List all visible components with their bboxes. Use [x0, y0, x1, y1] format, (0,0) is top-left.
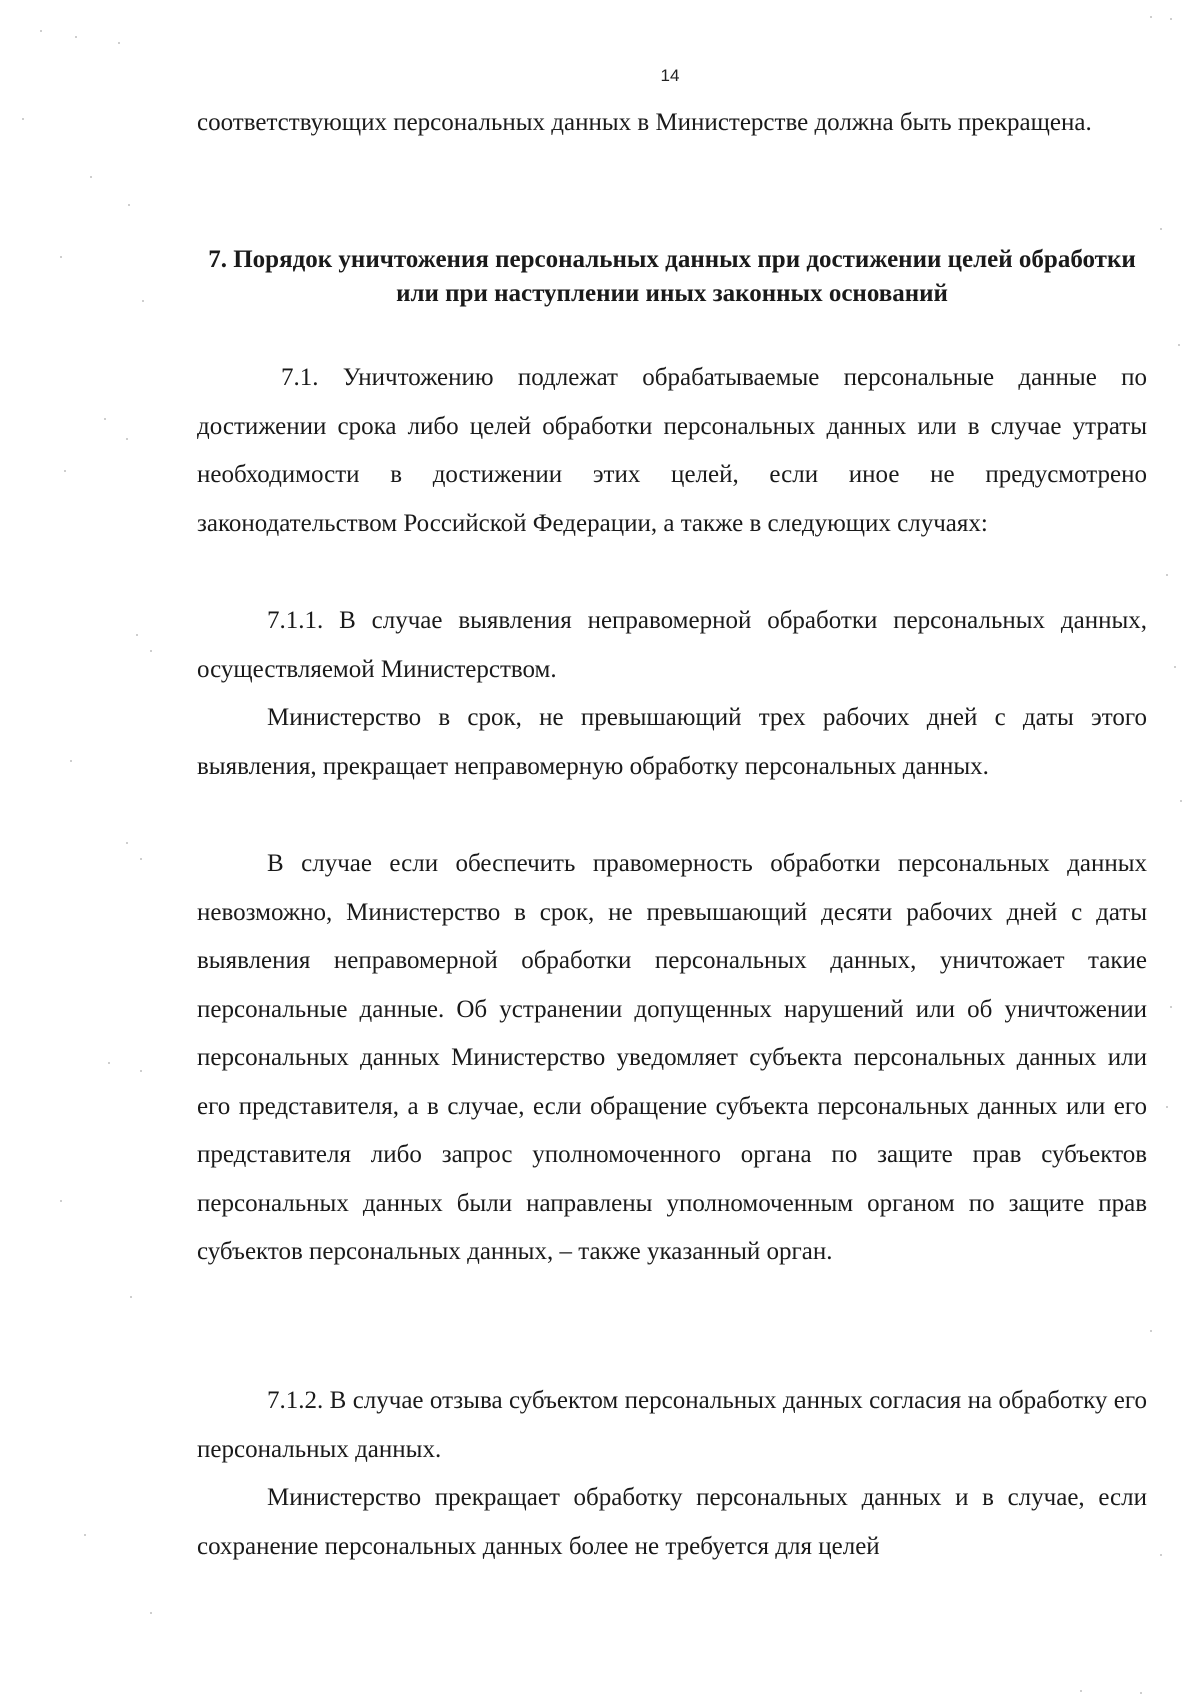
- paragraph-ministry-terminates: Министерство прекращает обработку персональных данных и в случае, если сохранение персональных данных более не требуется для целей: [197, 1484, 1147, 1560]
- paragraph-if-impossible: В случае если обеспечить правомерность обработки персональных данных невозможно, Министерство в срок, не превышающий десяти рабочих дней с даты выявления неправомерной обработки персональных данных, уничтожает такие персональные данные. Об устранении допущенных нарушений или об уничтожении персональных данных Министерство уведомляет субъекта персональных данных или его представителя, а в случае, если обращение субъекта персональных данных или его представителя либо запрос уполномоченного органа по защите прав субъектов персональных данных были направлены уполномоченным органом по защите прав субъектов персональных данных, – также указанный орган.: [197, 850, 1147, 1265]
- paragraph-carryover: соответствующих персональных данных в Министерстве должна быть прекращена.: [197, 109, 1092, 136]
- paragraph-7-1-2: 7.1.2. В случае отзыва субъектом персональных данных согласия на обработку его персональных данных.: [197, 1387, 1147, 1463]
- page-number: 14: [660, 66, 680, 85]
- section-heading: 7. Порядок уничтожения персональных данных при достижении целей обработки или при наступлении иных законных оснований: [208, 246, 1136, 307]
- paragraph-ministry-stops: Министерство в срок, не превышающий трех рабочих дней с даты этого выявления, прекращает неправомерную обработку персональных данных.: [197, 704, 1147, 780]
- paragraph-7-1-1: 7.1.1. В случае выявления неправомерной обработки персональных данных, осуществляемой Министерством.: [197, 607, 1147, 683]
- paragraph-7-1: 7.1. Уничтожению подлежат обрабатываемые персональные данные по достижении срока либо целей обработки персональных данных или в случае утраты необходимости в достижении этих целей, если иное не предусмотрено законодательством Российской Федерации, а также в следующих случаях:: [197, 364, 1147, 537]
